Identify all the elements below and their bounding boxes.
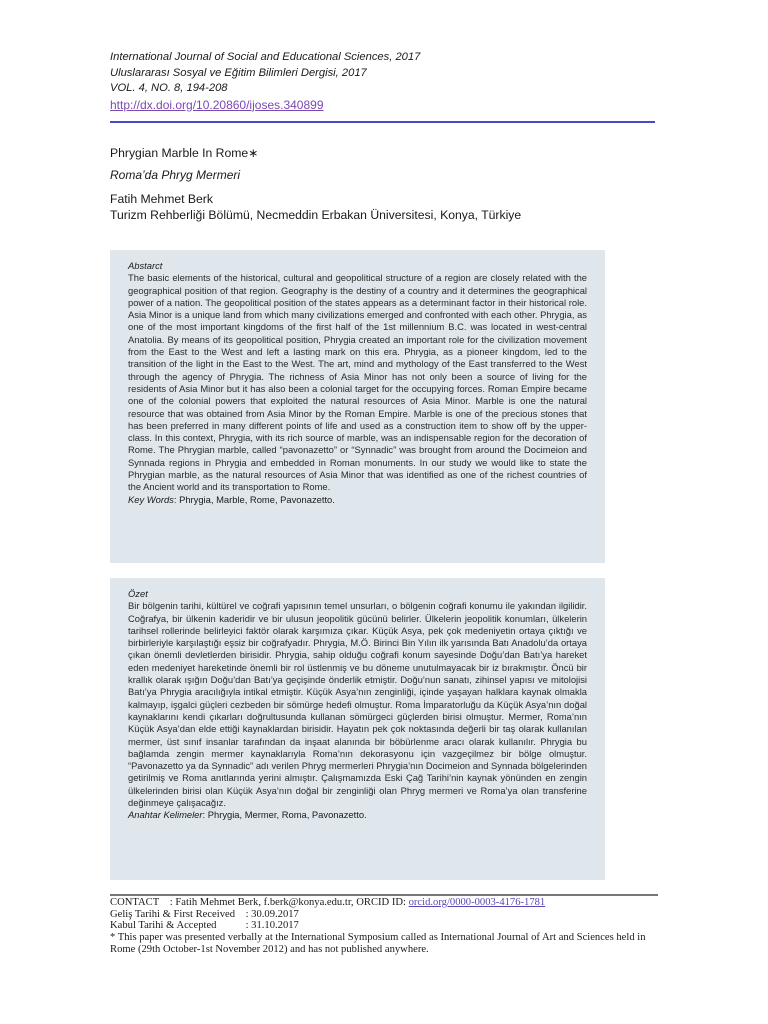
footer-notes bbox=[110, 897, 665, 956]
journal-name-en: International Journal of Social and Educational Sciences, 2017 bbox=[110, 51, 421, 63]
journal-header bbox=[110, 50, 650, 113]
anahtar-kelimeler-label: Anahtar Kelimeler bbox=[128, 809, 203, 821]
journal-name-tr: Uluslararası Sosyal ve Eğitim Bilimleri Dergisi, 2017 bbox=[110, 66, 367, 79]
keywords-label: Key Words bbox=[128, 493, 174, 505]
volume-info: VOL. 4, NO. 8, 194-208 bbox=[110, 82, 228, 94]
anahtar-kelimeler bbox=[128, 809, 587, 821]
orcid-link[interactable]: orcid.org/0000-0003-4176-1781 bbox=[408, 897, 546, 908]
footer-divider bbox=[110, 894, 658, 896]
ozet-heading: Özet bbox=[128, 588, 148, 599]
accepted-date: Kabul Tarihi & Accepted : 31.10.2017 bbox=[110, 920, 299, 932]
header-divider bbox=[110, 121, 655, 123]
abstract-text: The basic elements of the historical, cultural and geopolitical structure of a region are closely related with the geographical position of that region. Geography is the destiny of a country and it determines the geographical power of a nation. The geopolitical position of the states appears as a determinant factor in their historical role. Asia Minor is a unique land from which many civilizations emerged and confronted with each other. Phrygia, as one of the most important kingdoms of the first half of the 1st millennium B.C. was located in west-central Anatolia. By means of its geopolitical position, Phrygia created an important role for the civilization movement from the East to the West and left a lasting mark on this era. Phrygia, as a pioneer kingdom, led to the transition of the light in the East to the West. The art, mind and mythology of the East transferred to the West through the agency of Phrygia. The richness of Asia Minor has not only been a source of living for the residents of Asia Minor but it has also been a colonial target for the occupying forces. Roman Empire became one of the colonial powers that exploited the natural resources of Asia Minor. Marble is one the natural resource that was obtained from Asia Minor by the Roman Empire. Marble is one of the precious stones that has been preferred in many different points of life and used as a construction item to show off by the upper-class. In this context, Phrygia, with its rich source of marble, was an indispensable region for the decoration of Rome. The Phrygian marble, called “pavonazetto” or “Synnadic” was brought from around the Docimeion and Synnada regions in Phrygia and embedded in Roman monuments. In our study we would like to state the Phrygian marble, as the natural resources of Asia Minor that was identified as one of the richest countries of the Ancient world and its transportation to Rome. bbox=[128, 272, 587, 493]
ozet-text: Bir bölgenin tarihi, kültürel ve coğrafi yapısının temel unsurları, o bölgenin coğrafi konumu ile yakından ilgilidir. Coğrafya, bir ülkenin kaderidir ve bir ulusun jeopolitik gücünü belirler. Ülkelerin jeopolitik konumları, ülkelerin tarihsel rollerinde belirleyici faktör olarak karşımıza çıkar. Küçük Asya, pek çok medeniyetin ortaya çıktığı ve birbirleriyle karşılaştığı eşsiz bir coğrafyadır. Phrygia, M.Ö. Birinci Bin Yılın ilk yarısında Batı Anadolu’da ortaya çıkan önemli devletlerden birisidir. Phrygia, sahip olduğu coğrafi konum sayesinde Doğu’dan Batı’ya hareket eden medeniyet hareketinde önemli bir rol üstlenmiş ve bu döneme unutulmayacak bir iz bırakmıştır. Öncü bir krallık olarak ışığın Doğu’dan Batı’ya geçişinde önderlik etmiştir. Doğu’nun sanatı, zihinsel yapısı ve mitolojisi Batı’ya Phrygia aracılığıyla intikal etmiştir. Küçük Asya’nın zenginliği, içinde yaşayan halklara kaynak olmakla kalmayıp, işgalci güçleri cezbeden bir sömürge hedefi olmuştur. Roma İmparatorluğu da Küçük Asya’nın doğal kaynaklarını kendi çıkarları doğrultusunda kullanan sömürgeci güçlerden birisi olmuştur. Mermer, Roma’nın Küçük Asya’dan elde ettiği kaynaklardan birisidir. Hayatın pek çok noktasında değerli bir taş olarak kullanılan mermer, üst sınıf insanlar tarafından da inşaat alanında bir böbürlenme aracı olarak kullanılır. Phrygia bu bağlamda zengin mermer kaynaklarıyla Roma’nın dekorasyonu için vazgeçilmez bir bölge olmuştur. “Pavonazetto ya da Synnadic” adı verilen Phryg mermerleri Phrygia’nın Docimeion and Synnada bölgelerinden getirilmiş ve Roma anıtlarında yerini almıştır. Çalışmamızda Eski Çağ Tarihi’nin kaynak yönünden en zengin ülkelerinden birisi olan Küçük Asya’nın doğal bir zenginliği olan Phryg mermeri ve Roma’ya olan transferine değinmeye çalışacağız. bbox=[128, 600, 587, 809]
presentation-note: * This paper was presented verbally at the International Symposium called as International Journal of Art and Sciences held in Rome (29th October-1st November 2012) and has not published anywhere. bbox=[110, 932, 646, 955]
abstract-heading: Abstarct bbox=[128, 260, 163, 271]
received-date: Geliş Tarihi & First Received : 30.09.2017 bbox=[110, 908, 299, 920]
author-name: Fatih Mehmet Berk bbox=[110, 192, 213, 206]
article-title bbox=[110, 146, 258, 160]
contact-row bbox=[110, 897, 665, 909]
contact-label: CONTACT bbox=[110, 897, 160, 908]
article-subtitle: Roma’da Phryg Mermeri bbox=[110, 168, 241, 182]
keywords bbox=[128, 494, 587, 506]
article-title-text: Phrygian Marble In Rome bbox=[110, 146, 249, 160]
contact-text: : Fatih Mehmet Berk, f.berk@konya.edu.tr, ORCID ID: bbox=[169, 897, 406, 908]
abstract-turkish-box bbox=[110, 578, 605, 880]
abstract-english-box bbox=[110, 250, 605, 563]
author-affiliation: Turizm Rehberliği Bölümü, Necmeddin Erbakan Üniversitesi, Konya, Türkiye bbox=[110, 208, 522, 222]
keywords-list: : Phrygia, Marble, Rome, Pavonazetto. bbox=[173, 493, 335, 505]
doi-link[interactable]: http://dx.doi.org/10.20860/ijoses.340899 bbox=[110, 97, 324, 112]
anahtar-kelimeler-list: : Phrygia, Mermer, Roma, Pavonazetto. bbox=[202, 809, 367, 821]
footnote-mark: ∗ bbox=[248, 146, 259, 160]
